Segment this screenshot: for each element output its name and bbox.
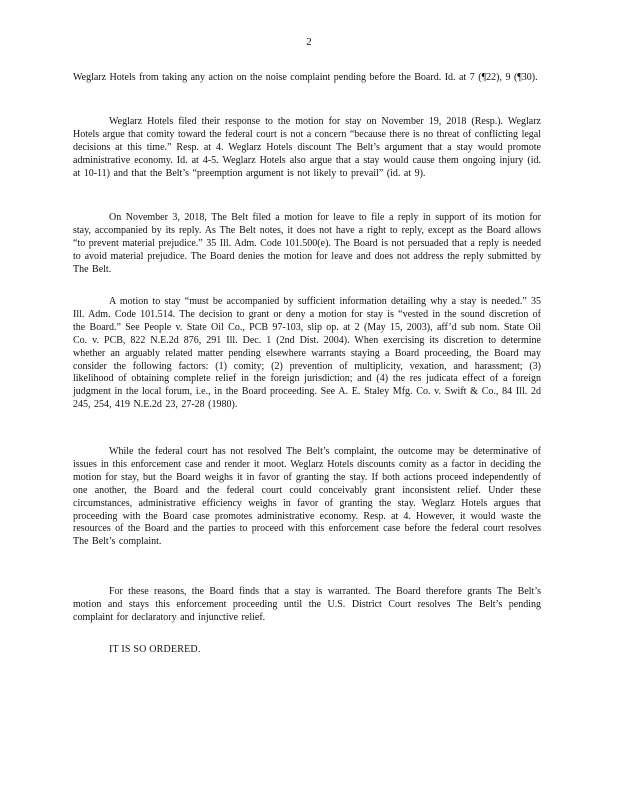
paragraph-text: For these reasons, the Board finds that a stay is warranted. The Board therefore grants The Belt’s motion and stays this enforcement proceeding until the U.S. District Court resolves The Belt’s pending complaint for declaratory and injunctive relief. [73,586,541,623]
paragraph-text: On November 3, 2018, The Belt filed a motion for leave to file a reply in support of its motion for stay, accompanied by its reply. As The Belt notes, it does not have a right to reply, except as the Board allows “to prevent material prejudice.” 35 Ill. Adm. Code 101.500(e). The Board is not persuaded that a reply is needed to avoid material prejudice. The Board denies the motion for leave and does not address the reply submitted by The Belt. [73,212,541,275]
paragraph-analysis [73,446,541,549]
paragraph-continuation [73,72,541,85]
paragraph-stay-standard [73,296,541,412]
paragraph-text: Weglarz Hotels from taking any action on the noise complaint pending before the Board. Id. at 7 (¶22), 9 (¶30). [73,72,538,83]
paragraph-text: While the federal court has not resolved The Belt’s complaint, the outcome may be determinative of issues in this enforcement case and render it moot. Weglarz Hotels discounts comity as a factor in deciding the motion for stay, but the Board weighs it in favor of granting the stay. If both actions proceed independently of one another, the Board and the federal court could conceivably grant inconsistent relief. Under these circumstances, administrative efficiency weighs in favor of granting the stay. Weglarz Hotels argues that proceeding with the Board case promotes administrative economy. Resp. at 4. However, it would waste the resources of the Board and the parties to proceed with this enforcement case before the federal court resolves The Belt’s complaint. [73,446,541,548]
paragraph-reply-motion [73,212,541,277]
paragraph-conclusion [73,586,541,625]
page-number: 2 [306,36,312,48]
paragraph-text: Weglarz Hotels filed their response to the motion for stay on November 19, 2018 (Resp.). Weglarz Hotels argue that comity toward the federal court is not a concern “because there is no threat of conflicting legal decisions at this time.” Resp. at 4. Weglarz Hotels discount The Belt’s argument that a stay would promote administrative economy. Id. at 4-5. Weglarz Hotels also argue that a stay would cause them ongoing injury (id. at 10-11) and that the Belt’s “preemption argument is not likely to prevail” (id. at 9). [73,116,541,179]
closing-order: IT IS SO ORDERED. [109,644,201,655]
paragraph-text: A motion to stay “must be accompanied by sufficient information detailing why a stay is needed.” 35 Ill. Adm. Code 101.514. The decision to grant or deny a motion for stay is “vested in the sound discretion of the Board.” See People v. State Oil Co., PCB 97-103, slip op. at 2 (May 15, 2003), aff’d sub nom. State Oil Co. v. PCB, 822 N.E.2d 876, 291 Ill. Dec. 1 (2nd Dist. 2004). When exercising its discretion to determine whether an arguably related matter pending elsewhere warrants staying a Board proceeding, the Board may consider the following factors: (1) comity; (2) prevention of multiplicity, vexation, and harassment; (3) likelihood of obtaining complete relief in the foreign jurisdiction; and (4) the res judicata effect of a foreign judgment in the local forum, i.e., in the Board proceeding. See A. E. Staley Mfg. Co. v. Swift & Co., 84 Ill. 2d 245, 254, 419 N.E.2d 23, 27-28 (1980). [73,296,541,411]
paragraph-response [73,116,541,181]
